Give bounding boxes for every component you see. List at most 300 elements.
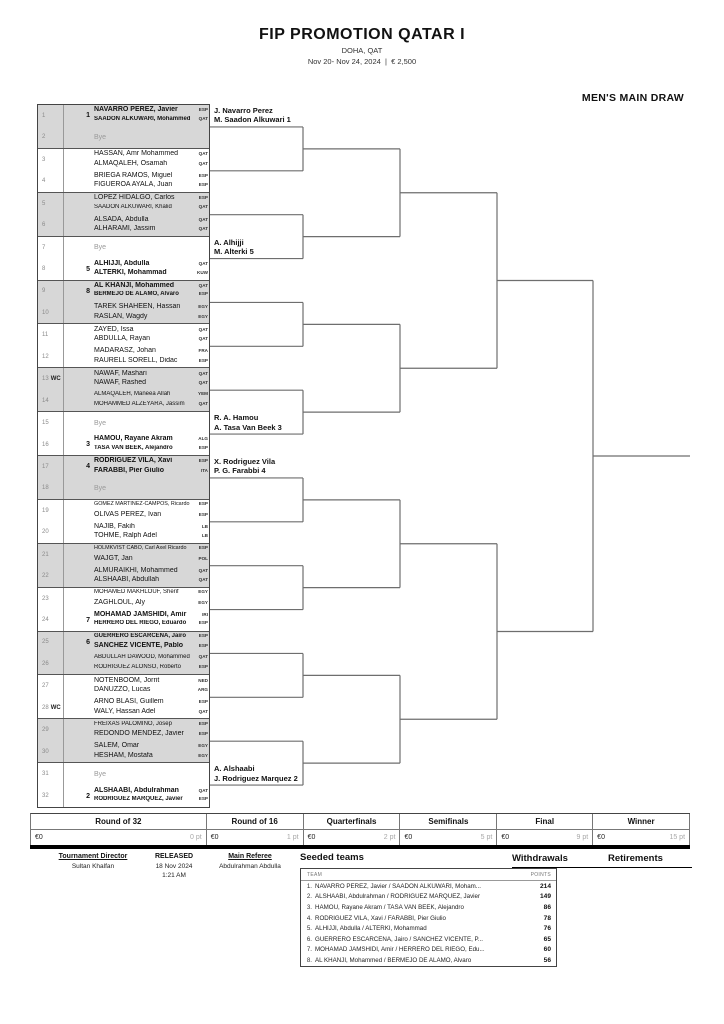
- row-number: 12: [42, 353, 49, 360]
- seeded-team-name: MOHAMAD JAMSHIDI, Amir / HERRERO DEL RIEGO, Edu...: [315, 946, 485, 954]
- advancing-team-line1: J. Navarro Perez: [214, 105, 273, 115]
- row-number-cell: [38, 193, 64, 215]
- row-number: 19: [42, 507, 49, 514]
- round-label: Round of 16: [207, 814, 303, 830]
- round-points: 15 pt: [669, 834, 686, 841]
- team-cell: [64, 610, 209, 631]
- player-2-name: RASLAN, Wagdy: [94, 312, 148, 320]
- seed-number: 4: [86, 463, 90, 471]
- bye-label: Bye: [94, 419, 107, 427]
- seeded-team-rank: 7.: [306, 946, 312, 954]
- row-number-cell: [38, 456, 64, 478]
- seeded-team-points: 149: [539, 893, 551, 901]
- round-points: 9 pt: [576, 834, 589, 841]
- player-2-country: ESP: [198, 182, 208, 188]
- row-number: 4: [42, 178, 46, 185]
- seed-number: 3: [86, 441, 90, 449]
- dates-separator: |: [384, 57, 387, 66]
- player-2-country: QAT: [198, 708, 208, 714]
- player-2-country: QAT: [198, 226, 208, 232]
- player-2-name: FIGUEROA AYALA, Juan: [94, 181, 173, 189]
- advancing-team-line1: A. Alshaabi: [214, 764, 255, 774]
- team-cell: [64, 259, 209, 280]
- draw-row: [38, 193, 209, 215]
- row-number-cell: [38, 500, 64, 522]
- player-2-country: ESP: [198, 796, 208, 802]
- row-number-cell: [38, 259, 64, 280]
- round-label: Semifinals: [400, 814, 496, 830]
- draw-row: [38, 522, 209, 544]
- bye-cell: [64, 478, 209, 499]
- seeded-team-points: 76: [543, 925, 551, 933]
- draw-row: [38, 302, 209, 324]
- team-cell: [64, 566, 209, 587]
- seeded-team-row: [301, 923, 556, 934]
- seed-number: 2: [86, 792, 90, 800]
- row-number-cell: [38, 478, 64, 499]
- player-2-name: ABDULLA, Rayan: [94, 335, 151, 343]
- player-1-name: ALMAQALEH, Maneea Allah: [94, 391, 171, 398]
- seed-number: [64, 390, 94, 411]
- player-2-name: WALY, Hassan Adel: [94, 707, 156, 715]
- player-1-country: QAT: [198, 282, 208, 288]
- player-1-country: IRI: [202, 611, 208, 617]
- prize-money: € 2,500: [391, 57, 417, 66]
- seeded-team-rank: 8.: [306, 956, 312, 964]
- advancing-team: [214, 457, 275, 476]
- draw-table: [37, 104, 210, 808]
- seeded-teams-table: [300, 868, 557, 967]
- rounds-summary: [30, 813, 690, 845]
- player-1-country: QAT: [198, 151, 208, 157]
- seeded-team-row: [301, 913, 556, 924]
- seed-number: [64, 566, 94, 587]
- player-2-country: POL: [198, 555, 208, 561]
- draw-row: [38, 719, 209, 741]
- player-2-name: REDONDO MENDEZ, Javier: [94, 730, 184, 738]
- seed-number: [64, 346, 94, 367]
- seeded-team-rank: 5.: [306, 925, 312, 933]
- row-number-cell: [38, 653, 64, 674]
- seed-number: [64, 741, 94, 762]
- row-number: 10: [42, 309, 49, 316]
- player-2-name: MOHAMMED ALZEYARA, Jassim: [94, 400, 185, 407]
- player-1-country: ESP: [198, 501, 208, 507]
- round-points: 0 pt: [190, 834, 202, 841]
- seed-number: [64, 675, 94, 697]
- row-number: 23: [42, 595, 49, 602]
- player-2-name: ALSHAABI, Abdullah: [94, 576, 159, 584]
- seeded-team-row: [301, 945, 556, 956]
- bye-label: Bye: [94, 244, 107, 252]
- player-2-country: QAT: [198, 400, 208, 406]
- seeded-team-points: 78: [543, 914, 551, 922]
- seeded-team-row: [301, 955, 556, 966]
- team-cell: [64, 741, 209, 762]
- seeded-team-name: AL KHANJI, Mohammed / BERMEJO DE ALAMO, Alvaro: [315, 956, 472, 964]
- bye-cell: [64, 763, 209, 785]
- row-number: 21: [42, 551, 49, 558]
- row-number-cell: [38, 302, 64, 323]
- player-1-name: NOTENBOOM, Jorrit: [94, 676, 160, 684]
- seeded-team-rank: 6.: [306, 935, 312, 943]
- main-referee-label: Main Referee: [228, 853, 272, 860]
- player-1-country: ESP: [198, 195, 208, 201]
- team-cell: [64, 105, 209, 127]
- seed-number: [64, 653, 94, 674]
- released-block: [141, 853, 207, 880]
- row-number-cell: [38, 346, 64, 367]
- advancing-team-line2: J. Rodriguez Marquez 2: [214, 773, 298, 783]
- player-2-name: ALTERKI, Mohammad: [94, 269, 167, 277]
- seeded-team-row: [301, 902, 556, 913]
- advancing-team: [214, 413, 282, 432]
- round-prize: €0: [35, 834, 43, 841]
- player-2-country: ESP: [198, 291, 208, 297]
- released-time: 1:21 AM: [162, 871, 186, 879]
- player-1-country: QAT: [198, 654, 208, 660]
- row-number-cell: [38, 324, 64, 346]
- wildcard-badge: WC: [50, 376, 61, 383]
- team-cell: [64, 324, 209, 346]
- row-number: 25: [42, 639, 49, 646]
- team-cell: [64, 500, 209, 522]
- team-cell: [64, 215, 209, 236]
- team-cell: [64, 522, 209, 543]
- team-cell: [64, 588, 209, 610]
- retirements-header: Retirements: [608, 853, 692, 868]
- team-cell: [64, 632, 209, 654]
- row-number-cell: [38, 763, 64, 785]
- round-column: [207, 814, 304, 845]
- player-1-country: QAT: [198, 787, 208, 793]
- seeded-team-rank: 4.: [306, 914, 312, 922]
- player-2-country: ESP: [198, 643, 208, 649]
- player-2-name: DANUZZO, Lucas: [94, 686, 151, 694]
- tournament-title: FIP PROMOTION QATAR I: [258, 26, 466, 43]
- row-number: 18: [42, 485, 49, 492]
- seed-number: 8: [86, 287, 90, 295]
- player-1-country: ALG: [198, 436, 208, 442]
- draw-row: [38, 741, 209, 763]
- team-cell: [64, 171, 209, 192]
- tournament-location: DOHA, QAT: [341, 46, 383, 55]
- advancing-team-line1: A. Alhijji: [214, 237, 244, 247]
- bye-cell: [64, 237, 209, 259]
- draw-row: [38, 763, 209, 785]
- player-1-name: NAWAF, Mashari: [94, 369, 147, 377]
- row-number: 24: [42, 617, 49, 624]
- seed-number: [64, 324, 94, 346]
- team-cell: [64, 193, 209, 215]
- player-2-country: KUW: [197, 270, 208, 276]
- draw-row: [38, 500, 209, 522]
- draw-row: [38, 697, 209, 719]
- team-cell: [64, 390, 209, 411]
- draw-row: [38, 588, 209, 610]
- row-number-cell: [38, 390, 64, 411]
- row-number-cell: [38, 522, 64, 543]
- seed-number: 5: [86, 265, 90, 273]
- round-label: Final: [497, 814, 592, 830]
- advancing-team-line1: X. Rodriguez Vila: [214, 456, 276, 466]
- player-1-name: ABDULLAH DAWOOD, Mohammed: [94, 654, 190, 661]
- row-number: 3: [42, 156, 46, 163]
- player-1-country: ESP: [198, 172, 208, 178]
- draw-row: [38, 368, 209, 390]
- seeded-col-team: TEAM: [307, 871, 323, 878]
- seeded-team-points: 60: [543, 946, 551, 954]
- row-number-cell: [38, 215, 64, 236]
- round-prize: €0: [404, 834, 413, 841]
- advancing-team: [214, 238, 254, 257]
- player-1-country: QAT: [198, 216, 208, 222]
- player-1-name: ALSADA, Abdulla: [94, 215, 149, 223]
- player-2-country: QAT: [198, 577, 208, 583]
- player-1-country: YEM: [198, 391, 208, 397]
- round-points: 5 pt: [480, 834, 493, 841]
- player-1-name: MOHAMED MAKHLOUF, Sherif: [94, 589, 179, 596]
- divider-bar: [30, 845, 690, 849]
- player-2-country: EGY: [198, 599, 208, 605]
- player-1-country: ESP: [198, 699, 208, 705]
- tournament-director-block: [45, 853, 141, 872]
- player-2-country: LB: [201, 533, 208, 539]
- main-referee-block: [210, 853, 290, 872]
- draw-row: [38, 259, 209, 281]
- draw-row: [38, 390, 209, 412]
- dates-text: Nov 20- Nov 24, 2024: [307, 57, 381, 66]
- player-2-name: SANCHEZ VICENTE, Pablo: [94, 642, 184, 650]
- round-prize: €0: [597, 834, 605, 841]
- advancing-team: [214, 106, 291, 125]
- seed-number: [64, 544, 94, 566]
- row-number-cell: [38, 588, 64, 610]
- row-number: 29: [42, 727, 49, 734]
- row-number: 9: [42, 288, 46, 295]
- player-2-country: QAT: [198, 203, 208, 209]
- seed-number: [64, 193, 94, 215]
- draw-row: [38, 149, 209, 171]
- player-1-name: LOPEZ HIDALGO, Carlos: [94, 194, 175, 202]
- player-2-name: ALHARAMI, Jassim: [94, 225, 156, 233]
- row-number-cell: [38, 697, 64, 718]
- player-2-country: QAT: [198, 380, 208, 386]
- player-1-name: TAREK SHAHEEN, Hassan: [94, 303, 181, 311]
- round-points: 1 pt: [286, 834, 299, 841]
- player-2-name: RAURELL SORELL, Didac: [94, 356, 178, 364]
- advancing-team: [214, 764, 298, 783]
- player-1-name: NAVARRO PEREZ, Javier: [94, 106, 178, 114]
- player-2-country: ESP: [198, 511, 208, 517]
- row-number: 15: [42, 420, 49, 427]
- row-number-cell: [38, 719, 64, 741]
- player-1-name: ZAYED, Issa: [94, 325, 134, 333]
- advancing-team-line2: P. G. Farabbi 4: [214, 466, 266, 476]
- row-number-cell: [38, 610, 64, 631]
- seeded-team-name: NAVARRO PEREZ, Javier / SAADON ALKUWARI, Moham...: [315, 882, 481, 890]
- draw-row: [38, 324, 209, 346]
- draw-row: [38, 412, 209, 434]
- seeded-team-rank: 3.: [306, 903, 312, 911]
- seeded-team-name: GUERRERO ESCARCENA, Jairo / SANCHEZ VICENTE, P...: [315, 935, 484, 943]
- team-cell: [64, 302, 209, 323]
- seed-number: [64, 500, 94, 522]
- player-1-country: ESP: [198, 107, 208, 113]
- seeded-team-points: 86: [543, 903, 551, 911]
- row-number: 5: [42, 200, 46, 207]
- player-1-country: ESP: [198, 458, 208, 464]
- player-1-name: SALEM, Omar: [94, 742, 140, 750]
- player-2-name: BERMEJO DE ALAMO, Alvaro: [94, 291, 179, 298]
- round-column: [31, 814, 207, 845]
- row-number-cell: [38, 149, 64, 171]
- player-1-name: ALSHAABI, Abdulrahman: [94, 786, 179, 794]
- team-cell: [64, 653, 209, 674]
- player-2-country: ARG: [197, 687, 208, 693]
- team-cell: [64, 697, 209, 718]
- player-1-country: EGY: [198, 589, 208, 595]
- player-1-country: ESP: [198, 632, 208, 638]
- player-2-country: ESP: [198, 620, 208, 626]
- team-cell: [64, 544, 209, 566]
- player-2-name: WAJGT, Jan: [94, 554, 133, 562]
- draw-row: [38, 610, 209, 632]
- seed-number: [64, 302, 94, 323]
- round-points: 2 pt: [383, 834, 396, 841]
- draw-row: [38, 785, 209, 807]
- row-number: 30: [42, 748, 49, 755]
- seeded-team-points: 214: [539, 882, 551, 890]
- advancing-team-line1: R. A. Hamou: [214, 413, 259, 423]
- row-number: 11: [42, 332, 49, 339]
- round-column: [304, 814, 401, 845]
- player-1-country: QAT: [198, 567, 208, 573]
- seeded-team-name: ALHIJJI, Abdulla / ALTERKI, Mohammad: [315, 925, 427, 933]
- row-number: 6: [42, 222, 46, 229]
- row-number-cell: [38, 281, 64, 303]
- player-2-country: EGY: [198, 313, 208, 319]
- player-1-name: FREIXAS PALOMINO, Josep: [94, 720, 172, 727]
- round-label: Winner: [593, 814, 689, 830]
- seeded-col-points: POINTS: [530, 871, 551, 878]
- seeded-team-name: RODRIGUEZ VILA, Xavi / FARABBI, Pier Giulio: [315, 914, 447, 922]
- round-prize: €0: [210, 834, 219, 841]
- player-2-country: QAT: [198, 160, 208, 166]
- row-number: 2: [42, 134, 46, 141]
- row-number: 32: [42, 793, 49, 800]
- bye-label: Bye: [94, 484, 107, 492]
- player-2-country: QAT: [198, 336, 208, 342]
- player-2-name: OLIVAS PEREZ, Ivan: [94, 510, 162, 518]
- tournament-director-name: Sultan Khalfan: [71, 863, 115, 870]
- seed-number: [64, 522, 94, 543]
- seeded-team-rank: 2.: [306, 893, 312, 901]
- draw-row: [38, 346, 209, 368]
- player-2-name: RODRIGUEZ MARQUEZ, Javier: [94, 796, 183, 803]
- player-1-country: QAT: [198, 260, 208, 266]
- advancing-team-line2: A. Tasa Van Beek 3: [214, 422, 282, 432]
- player-1-name: BRIEGA RAMOS, Miguel: [94, 171, 173, 179]
- row-number-cell: [38, 741, 64, 762]
- draw-row: [38, 675, 209, 697]
- player-1-country: ESP: [198, 720, 208, 726]
- player-1-country: FRA: [198, 348, 208, 354]
- row-number-cell: [38, 566, 64, 587]
- team-cell: [64, 434, 209, 455]
- row-number: 13: [42, 376, 49, 383]
- player-1-name: ALHIJJI, Abdulla: [94, 259, 150, 267]
- row-number: 8: [42, 266, 46, 273]
- player-1-name: GOMEZ MARTINEZ-CAMPOS, Ricardo: [94, 501, 190, 508]
- round-label: Quarterfinals: [304, 814, 400, 830]
- player-2-country: ESP: [198, 731, 208, 737]
- row-number: 16: [42, 441, 49, 448]
- draw-row: [38, 215, 209, 237]
- player-2-name: RODRIGUEZ ALONSO, Roberto: [94, 663, 182, 670]
- team-cell: [64, 281, 209, 303]
- player-2-country: ITA: [200, 467, 208, 473]
- round-column: [400, 814, 497, 845]
- draw-row: [38, 544, 209, 566]
- team-cell: [64, 719, 209, 741]
- draw-row: [38, 653, 209, 675]
- advancing-team-line2: M. Saadon Alkuwari 1: [214, 115, 291, 125]
- player-1-name: ARNO BLASI, Guillem: [94, 698, 164, 706]
- player-2-country: ESP: [198, 444, 208, 450]
- seed-number: [64, 368, 94, 390]
- round-column: [593, 814, 690, 845]
- player-2-name: ALMAQALEH, Osamah: [94, 159, 168, 167]
- player-2-country: ESP: [198, 357, 208, 363]
- draw-row: [38, 237, 209, 259]
- draw-row: [38, 566, 209, 588]
- player-1-country: EGY: [198, 304, 208, 310]
- row-number-cell: [38, 785, 64, 807]
- advancing-team-line2: M. Alterki 5: [214, 247, 254, 257]
- row-number: 27: [42, 683, 49, 690]
- seeded-teams-title: Seeded teams: [300, 852, 364, 863]
- seed-number: [64, 719, 94, 741]
- round-prize: €0: [307, 834, 316, 841]
- team-cell: [64, 346, 209, 367]
- player-1-name: ALMURAIKHI, Mohammed: [94, 566, 178, 574]
- team-cell: [64, 368, 209, 390]
- row-number: 20: [42, 529, 49, 536]
- wildcard-badge: WC: [50, 704, 61, 711]
- row-number-cell: [38, 412, 64, 434]
- row-number: 1: [42, 112, 46, 119]
- draw-row: [38, 281, 209, 303]
- seed-number: 6: [86, 638, 90, 646]
- seed-number: [64, 697, 94, 718]
- player-1-name: AL KHANJI, Mohammed: [94, 281, 174, 289]
- row-number: 17: [42, 463, 49, 470]
- player-2-country: EGY: [198, 752, 208, 758]
- tournament-dates: [0, 57, 724, 66]
- player-2-name: HERRERO DEL RIEGO, Eduardo: [94, 620, 187, 627]
- player-1-country: NED: [198, 677, 208, 683]
- player-2-name: ZAGHLOUL, Aly: [94, 598, 145, 606]
- player-1-name: HASSAN, Amr Mohammed: [94, 150, 179, 158]
- row-number: 22: [42, 573, 49, 580]
- player-1-name: GUERRERO ESCARCENA, Jairo: [94, 632, 187, 639]
- released-label: RELEASED: [154, 853, 194, 860]
- draw-row: [38, 105, 209, 127]
- player-1-country: ESP: [198, 545, 208, 551]
- team-cell: [64, 456, 209, 478]
- seeded-teams-header: [301, 869, 556, 881]
